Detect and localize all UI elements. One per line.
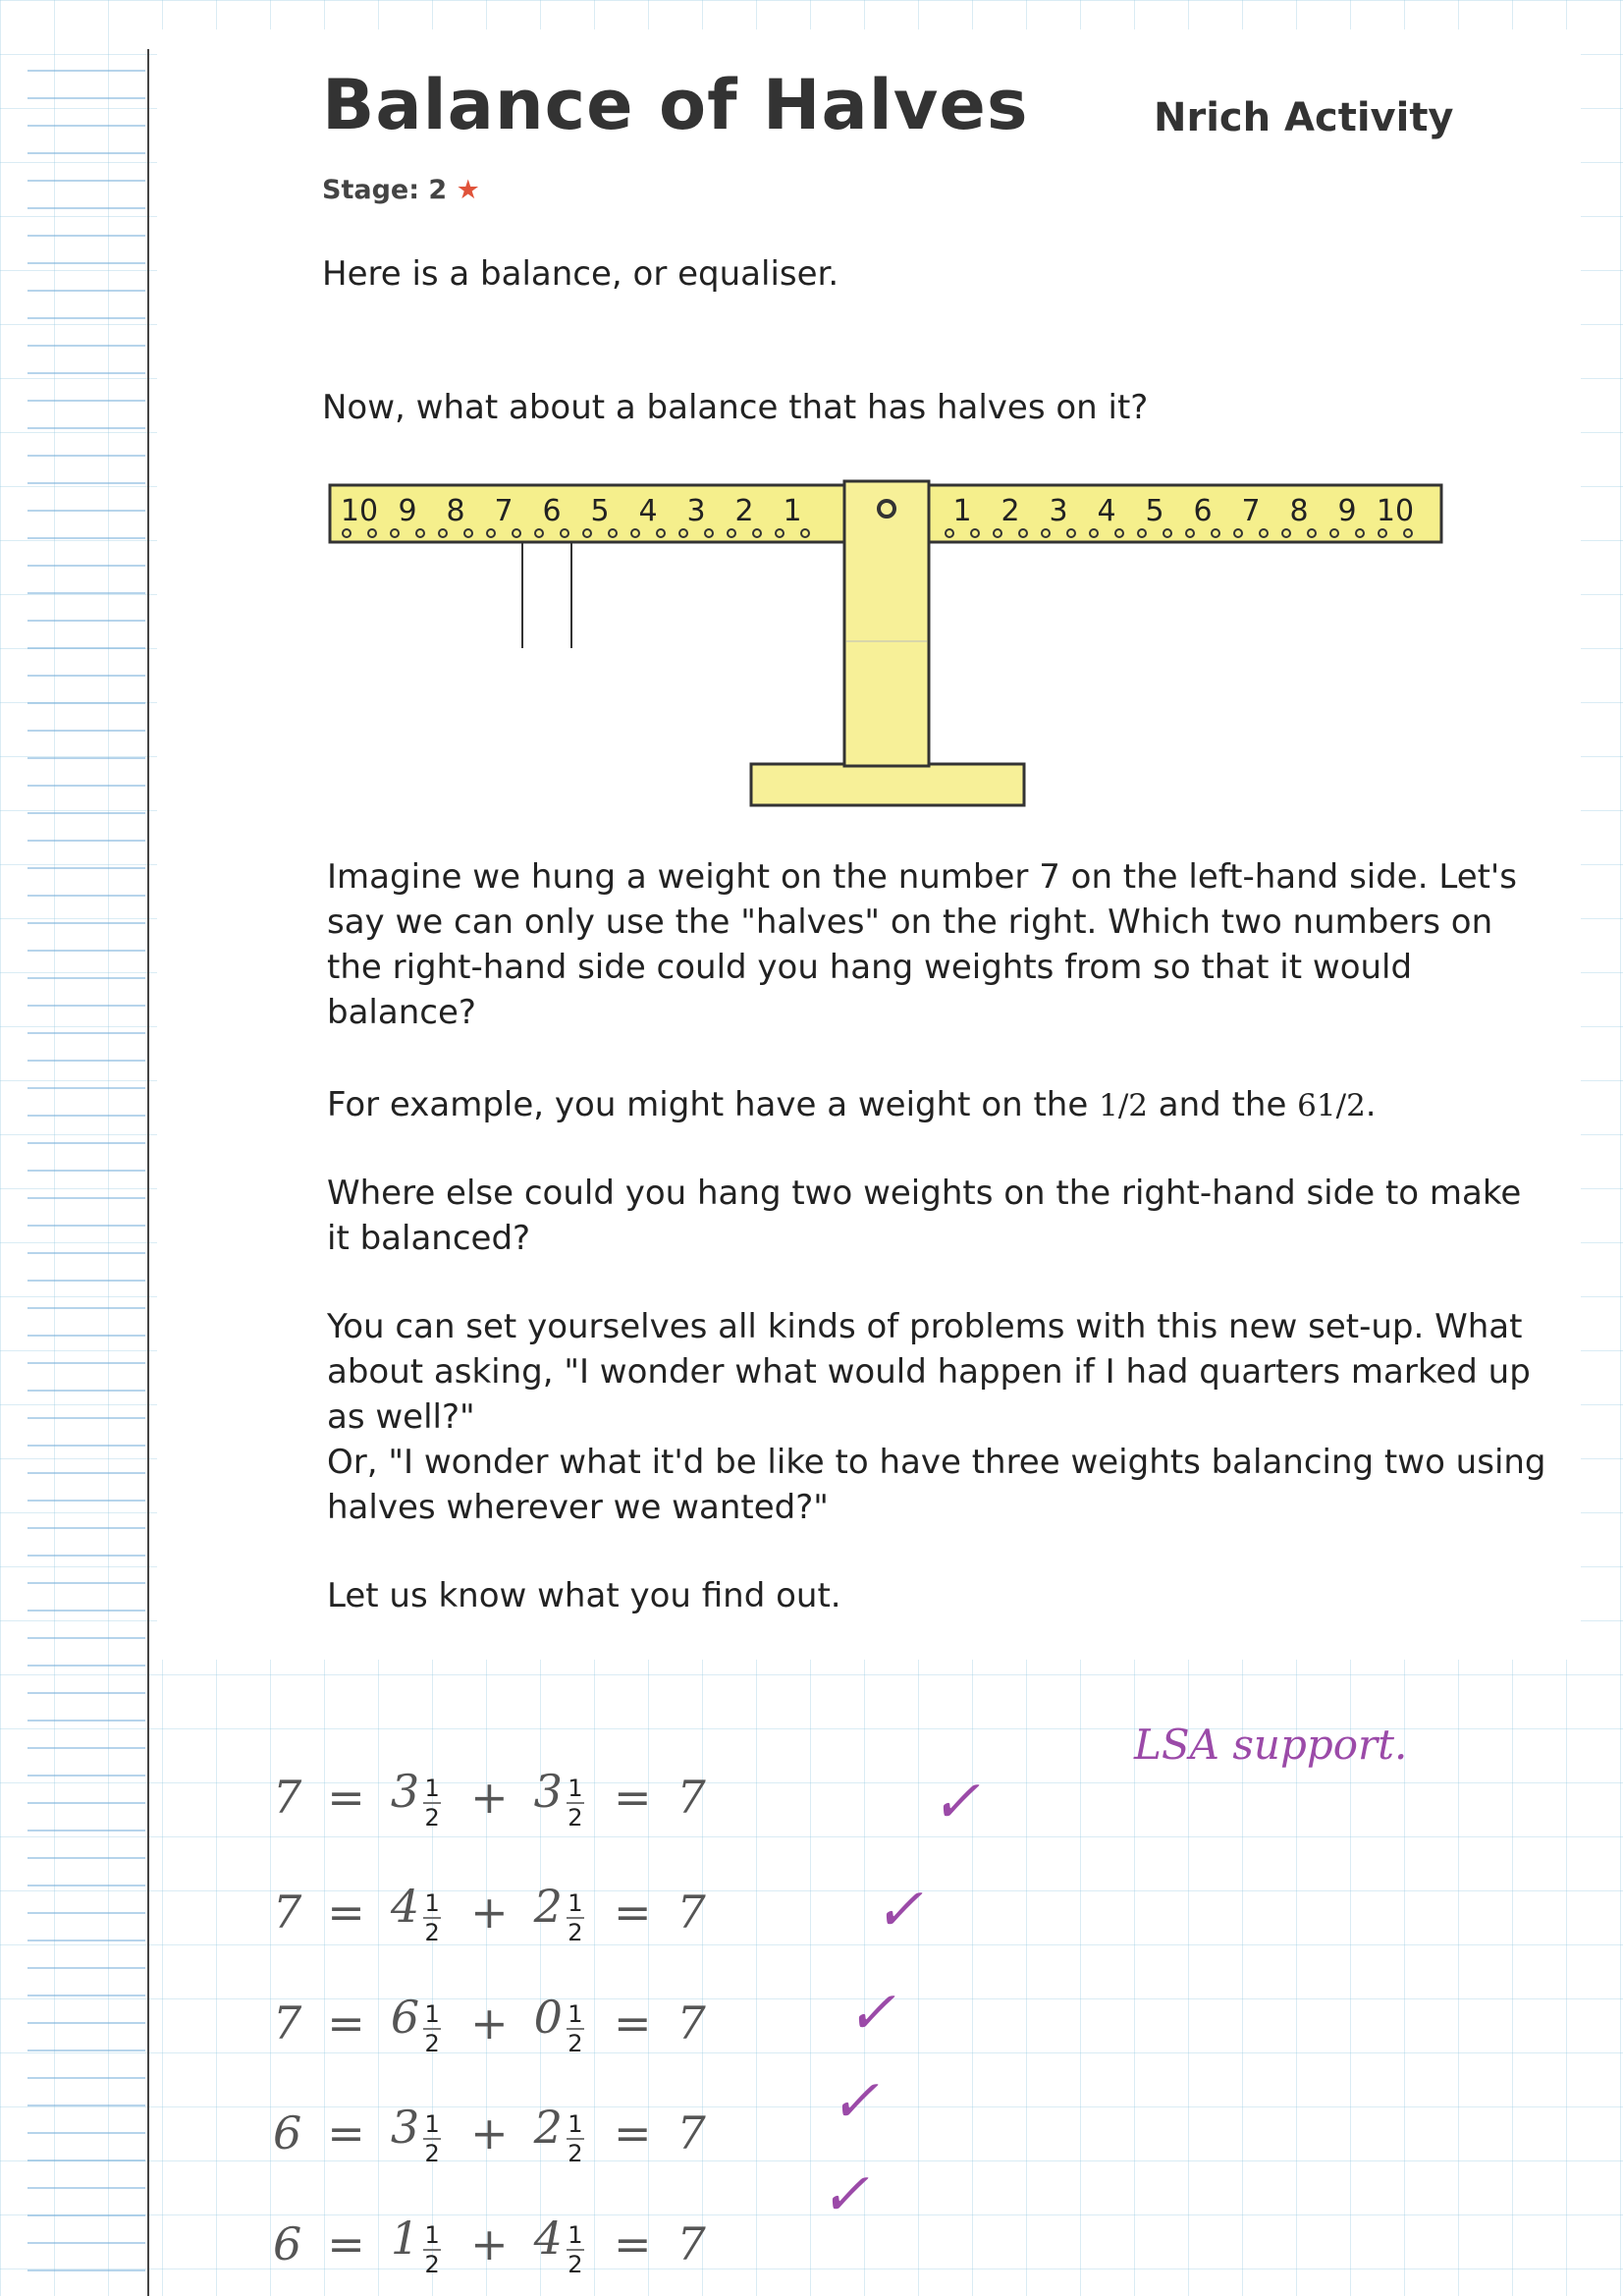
equals-sign: = bbox=[613, 1771, 652, 1824]
term-a bbox=[391, 2101, 445, 2165]
term-b-whole: 0 bbox=[533, 1991, 563, 2045]
beam-right-number: 1 bbox=[952, 494, 972, 528]
activity-label: Nrich Activity bbox=[1154, 95, 1454, 140]
beam-right-number: 9 bbox=[1337, 494, 1357, 528]
equals-sign: = bbox=[613, 2106, 652, 2159]
beam-right-number: 2 bbox=[1001, 494, 1020, 528]
paragraph-example bbox=[327, 1082, 1377, 1128]
row-lhs: 7 bbox=[273, 1996, 302, 2050]
work-row bbox=[273, 1763, 706, 1831]
intro-line-2: Now, what about a balance that has halves on it? bbox=[322, 388, 1149, 427]
equals-sign: = bbox=[327, 1886, 365, 1939]
term-b bbox=[534, 2212, 588, 2276]
plus-sign: + bbox=[470, 2217, 509, 2270]
beam-left-number: 6 bbox=[542, 494, 562, 528]
fraction-numerator: 1 bbox=[424, 1774, 440, 1802]
handwritten-note: LSA support. bbox=[1134, 1721, 1408, 1769]
equals-sign: = bbox=[327, 2106, 365, 2159]
plus-sign: + bbox=[470, 1996, 509, 2050]
row-rhs: 7 bbox=[676, 1886, 706, 1939]
balance-post bbox=[844, 481, 929, 766]
term-a bbox=[391, 2212, 445, 2276]
beam-left-number: 5 bbox=[590, 494, 610, 528]
fraction-numerator: 1 bbox=[568, 1888, 583, 1917]
term-b bbox=[534, 1765, 588, 1830]
fraction-denominator: 2 bbox=[424, 2250, 440, 2278]
equals-sign: = bbox=[613, 1996, 652, 2050]
intro-line-1: Here is a balance, or equaliser. bbox=[322, 254, 839, 294]
beam-left-number: 1 bbox=[783, 494, 802, 528]
beam-right-number: 10 bbox=[1376, 494, 1415, 528]
row-lhs: 6 bbox=[273, 2106, 302, 2159]
fraction-denominator: 2 bbox=[568, 2250, 583, 2278]
beam-left-number: 3 bbox=[686, 494, 706, 528]
beam-right-number: 3 bbox=[1049, 494, 1068, 528]
half-fraction bbox=[423, 1999, 441, 2057]
example-half: 1/2 bbox=[1099, 1088, 1148, 1123]
half-fraction bbox=[423, 1888, 441, 1946]
example-mid: and the bbox=[1147, 1085, 1298, 1124]
half-fraction bbox=[567, 1774, 584, 1831]
fraction-numerator: 1 bbox=[424, 2109, 440, 2138]
term-a bbox=[391, 1765, 445, 1830]
fraction-numerator: 1 bbox=[424, 1999, 440, 2028]
half-fraction bbox=[423, 2109, 441, 2167]
fraction-denominator: 2 bbox=[568, 1918, 583, 1946]
equals-sign: = bbox=[613, 2217, 652, 2270]
term-b-whole: 4 bbox=[533, 2212, 563, 2266]
equals-sign: = bbox=[613, 1886, 652, 1939]
beam-right-number: 8 bbox=[1289, 494, 1309, 528]
fraction-numerator: 1 bbox=[568, 2220, 583, 2249]
fraction-denominator: 2 bbox=[424, 2139, 440, 2167]
fraction-denominator: 2 bbox=[424, 1918, 440, 1946]
half-fraction bbox=[423, 2220, 441, 2278]
equals-sign: = bbox=[327, 1996, 365, 2050]
term-a-whole: 3 bbox=[390, 2101, 420, 2155]
star-icon: ★ bbox=[456, 175, 480, 205]
row-lhs: 7 bbox=[273, 1886, 302, 1939]
tick-mark-icon: ✓ bbox=[830, 2067, 880, 2136]
half-fraction bbox=[567, 1999, 584, 2057]
fraction-numerator: 1 bbox=[568, 2109, 583, 2138]
fraction-numerator: 1 bbox=[424, 1888, 440, 1917]
tick-mark-icon: ✓ bbox=[820, 2160, 870, 2229]
half-fraction bbox=[567, 2109, 584, 2167]
beam-left-number: 4 bbox=[638, 494, 658, 528]
beam-right-number: 7 bbox=[1241, 494, 1261, 528]
fraction-numerator: 1 bbox=[424, 2220, 440, 2249]
page-title: Balance of Halves bbox=[322, 65, 1029, 145]
stage-text: Stage: 2 bbox=[322, 175, 448, 205]
half-fraction bbox=[567, 2220, 584, 2278]
row-lhs: 7 bbox=[273, 1771, 302, 1824]
term-a bbox=[391, 1991, 445, 2055]
beam-right-number: 6 bbox=[1193, 494, 1213, 528]
work-row bbox=[273, 2210, 706, 2278]
plus-sign: + bbox=[470, 1771, 509, 1824]
beam-left-number: 9 bbox=[398, 494, 417, 528]
fraction-numerator: 1 bbox=[568, 1774, 583, 1802]
term-b bbox=[534, 1991, 588, 2055]
example-six-half: 61/2 bbox=[1297, 1088, 1366, 1123]
half-fraction bbox=[423, 1774, 441, 1831]
work-row bbox=[273, 2099, 706, 2167]
paragraph-imagine: Imagine we hung a weight on the number 7 on the left-hand side. Let's say we can only use the "halves" on the right. Which two numbers on the right-hand side could you hang weights from so that it would balance? bbox=[327, 857, 1517, 1032]
balance-base bbox=[751, 764, 1024, 805]
term-b-whole: 3 bbox=[533, 1765, 563, 1819]
term-a-whole: 3 bbox=[390, 1765, 420, 1819]
equals-sign: = bbox=[327, 2217, 365, 2270]
fraction-denominator: 2 bbox=[568, 2029, 583, 2057]
fraction-denominator: 2 bbox=[568, 1803, 583, 1831]
term-b bbox=[534, 2101, 588, 2165]
term-a-whole: 6 bbox=[390, 1991, 420, 2045]
term-a bbox=[391, 1880, 445, 1944]
example-prefix: For example, you might have a weight on the bbox=[327, 1085, 1100, 1124]
row-rhs: 7 bbox=[676, 1996, 706, 2050]
tick-mark-icon: ✓ bbox=[931, 1768, 981, 1836]
beam-right-number: 4 bbox=[1097, 494, 1116, 528]
paragraph-set-problems: You can set yourselves all kinds of problems with this new set-up. What about asking, "I wonder what would happen if I had quarters marked up as well?" bbox=[327, 1307, 1531, 1437]
beam-left-number: 8 bbox=[446, 494, 465, 528]
paragraph-where-else: Where else could you hang two weights on the right-hand side to make it balanced? bbox=[327, 1174, 1522, 1258]
row-rhs: 7 bbox=[676, 2106, 706, 2159]
fraction-denominator: 2 bbox=[424, 1803, 440, 1831]
term-a-whole: 4 bbox=[390, 1880, 420, 1934]
row-rhs: 7 bbox=[676, 1771, 706, 1824]
tick-mark-icon: ✓ bbox=[846, 1979, 896, 2048]
beam-right-number: 5 bbox=[1145, 494, 1164, 528]
work-row bbox=[273, 1878, 706, 1946]
term-b-whole: 2 bbox=[533, 1880, 563, 1934]
paragraph-let-us-know: Let us know what you find out. bbox=[327, 1576, 841, 1615]
tick-mark-icon: ✓ bbox=[874, 1876, 924, 1944]
example-suffix: . bbox=[1365, 1085, 1377, 1124]
plus-sign: + bbox=[470, 2106, 509, 2159]
row-rhs: 7 bbox=[676, 2217, 706, 2270]
half-fraction bbox=[567, 1888, 584, 1946]
row-lhs: 6 bbox=[273, 2217, 302, 2270]
paragraph-three-weights: Or, "I wonder what it'd be like to have three weights balancing two using halves wherever we wanted?" bbox=[327, 1443, 1546, 1527]
beam-left-number: 2 bbox=[734, 494, 754, 528]
fraction-numerator: 1 bbox=[568, 1999, 583, 2028]
fraction-denominator: 2 bbox=[424, 2029, 440, 2057]
term-a-whole: 1 bbox=[390, 2212, 420, 2266]
beam-left-number: 10 bbox=[340, 494, 379, 528]
plus-sign: + bbox=[470, 1886, 509, 1939]
term-b bbox=[534, 1880, 588, 1944]
equals-sign: = bbox=[327, 1771, 365, 1824]
beam-left-number: 7 bbox=[494, 494, 514, 528]
term-b-whole: 2 bbox=[533, 2101, 563, 2155]
fraction-denominator: 2 bbox=[568, 2139, 583, 2167]
work-row bbox=[273, 1989, 706, 2057]
